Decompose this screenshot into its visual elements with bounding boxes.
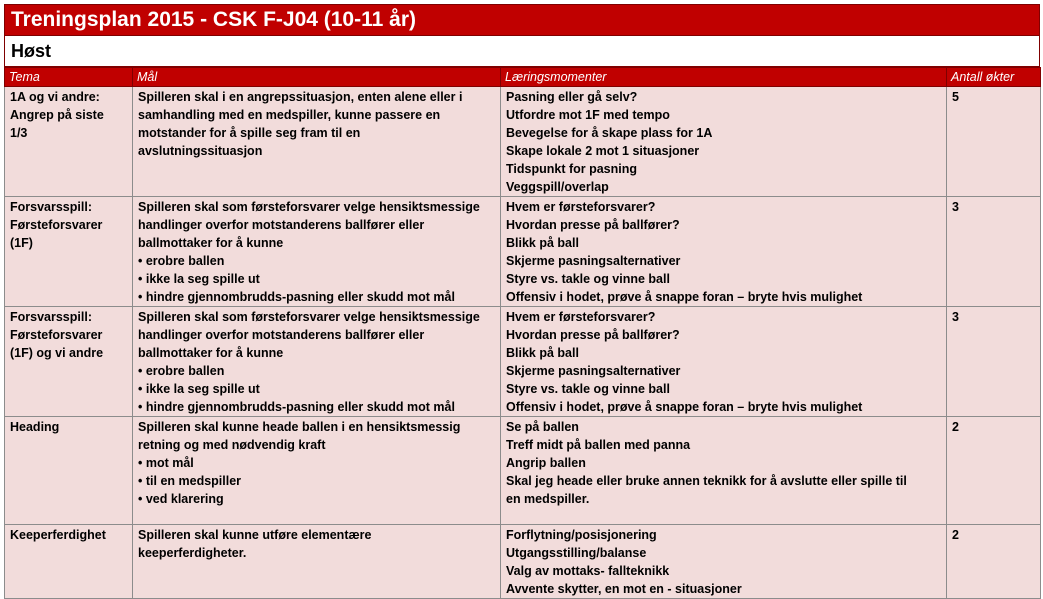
- maal-line: Spilleren skal kunne utføre elementære: [138, 528, 372, 542]
- maal-cell: [133, 525, 501, 599]
- laeringsmomenter-cell: [501, 197, 947, 307]
- maal-line: keeperferdigheter.: [138, 546, 247, 560]
- table-row: [5, 525, 1041, 599]
- tema-line: Forsvarsspill:: [10, 200, 92, 214]
- moment-line: Avvente skytter, en mot en - situasjoner: [506, 582, 742, 596]
- tema-line: Førsteforsvarer: [10, 328, 103, 342]
- season-heading: Høst: [4, 36, 1040, 67]
- sessions-count: 5: [952, 90, 959, 104]
- column-header-maal: Mål: [133, 68, 501, 87]
- tema-cell: [5, 307, 133, 417]
- moment-line: Styre vs. takle og vinne ball: [506, 382, 670, 396]
- tema-line: Forsvarsspill:: [10, 310, 92, 324]
- maal-bullet: [138, 252, 496, 270]
- maal-line: handlinger overfor motstanderens ballfører eller: [138, 218, 425, 232]
- maal-line: avslutningssituasjon: [138, 144, 263, 158]
- tema-line: Angrep på siste: [10, 108, 104, 122]
- sessions-cell: [947, 307, 1041, 417]
- moment-line: en medspiller.: [506, 492, 590, 506]
- moment-line: Bevegelse for å skape plass for 1A: [506, 126, 713, 140]
- maal-bullet: [138, 270, 496, 288]
- maal-bullet-list: [138, 362, 496, 416]
- tema-cell: [5, 417, 133, 525]
- moment-line: Utgangsstilling/balanse: [506, 546, 647, 560]
- maal-cell: [133, 417, 501, 525]
- training-plan-table: [4, 67, 1041, 599]
- sessions-count: 2: [952, 420, 959, 434]
- maal-bullet: [138, 472, 496, 490]
- laeringsmomenter-cell: [501, 87, 947, 197]
- maal-line: Spilleren skal som førsteforsvarer velge hensiktsmessige: [138, 200, 480, 214]
- maal-line: retning og med nødvendig kraft: [138, 438, 326, 452]
- maal-bullet: [138, 398, 496, 416]
- maal-bullet-list: [138, 454, 496, 508]
- tema-line: 1/3: [10, 126, 28, 140]
- maal-line: handlinger overfor motstanderens ballfører eller: [138, 328, 425, 342]
- moment-line: Blikk på ball: [506, 236, 579, 250]
- maal-bullet-text: mot mål: [145, 456, 194, 470]
- table-header-row: [5, 68, 1041, 87]
- maal-bullet: [138, 380, 496, 398]
- moment-line: Blikk på ball: [506, 346, 579, 360]
- maal-bullet-text: erobre ballen: [145, 364, 225, 378]
- tema-line: Keeperferdighet: [10, 528, 106, 542]
- maal-bullet: [138, 362, 496, 380]
- column-header-tema: Tema: [5, 68, 133, 87]
- moment-line: Se på ballen: [506, 420, 579, 434]
- maal-bullet-text: hindre gjennombrudds-pasning eller skudd mot mål: [145, 400, 455, 414]
- moment-line: Hvem er førsteforsvarer?: [506, 310, 656, 324]
- tema-line: 1A og vi andre:: [10, 90, 100, 104]
- moment-line: Skjerme pasningsalternativer: [506, 254, 681, 268]
- laeringsmomenter-cell: [501, 307, 947, 417]
- moment-line: Valg av mottaks- fallteknikk: [506, 564, 670, 578]
- moment-line: Hvem er førsteforsvarer?: [506, 200, 656, 214]
- sessions-cell: [947, 197, 1041, 307]
- moment-line: Tidspunkt for pasning: [506, 162, 638, 176]
- maal-bullet-text: hindre gjennombrudds-pasning eller skudd mot mål: [145, 290, 455, 304]
- training-plan-sheet: [4, 4, 1040, 596]
- maal-line: motstander for å spille seg fram til en: [138, 126, 361, 140]
- moment-line: Hvordan presse på ballfører?: [506, 328, 680, 342]
- moment-line: Treff midt på ballen med panna: [506, 438, 691, 452]
- laeringsmomenter-cell: [501, 417, 947, 525]
- tema-line: (1F) og vi andre: [10, 346, 104, 360]
- moment-line: Angrip ballen: [506, 456, 586, 470]
- moment-line: Hvordan presse på ballfører?: [506, 218, 680, 232]
- sessions-count: 3: [952, 310, 959, 324]
- maal-line: Spilleren skal kunne heade ballen i en hensiktsmessig: [138, 420, 461, 434]
- tema-line: (1F): [10, 236, 33, 250]
- maal-bullet-text: til en medspiller: [145, 474, 242, 488]
- moment-line: Styre vs. takle og vinne ball: [506, 272, 670, 286]
- maal-cell: [133, 307, 501, 417]
- moment-line: Skape lokale 2 mot 1 situasjoner: [506, 144, 700, 158]
- maal-cell: [133, 197, 501, 307]
- maal-cell: [133, 87, 501, 197]
- table-body: [5, 87, 1041, 599]
- laeringsmomenter-cell: [501, 525, 947, 599]
- maal-line: Spilleren skal i en angrepssituasjon, enten alene eller i: [138, 90, 463, 104]
- moment-line: Offensiv i hodet, prøve å snappe foran – bryte hvis mulighet: [506, 290, 863, 304]
- tema-cell: [5, 87, 133, 197]
- tema-line: Heading: [10, 420, 60, 434]
- sessions-cell: [947, 525, 1041, 599]
- table-row: [5, 307, 1041, 417]
- moment-line: Skal jeg heade eller bruke annen teknikk for å avslutte eller spille til: [506, 474, 907, 488]
- table-row: [5, 197, 1041, 307]
- sessions-cell: [947, 87, 1041, 197]
- moment-line: Utfordre mot 1F med tempo: [506, 108, 670, 122]
- maal-bullet: [138, 454, 496, 472]
- column-header-antall-okter: Antall økter: [947, 68, 1041, 87]
- tema-line: Førsteforsvarer: [10, 218, 103, 232]
- column-header-laeringsmomenter: Læringsmomenter: [501, 68, 947, 87]
- moment-line: Veggspill/overlap: [506, 180, 609, 194]
- sessions-count: 3: [952, 200, 959, 214]
- document-title: Treningsplan 2015 - CSK F-J04 (10-11 år): [4, 4, 1040, 36]
- maal-bullet-text: ikke la seg spille ut: [145, 382, 260, 396]
- maal-bullet: [138, 288, 496, 306]
- moment-line: Pasning eller gå selv?: [506, 90, 638, 104]
- maal-bullet: [138, 490, 496, 508]
- maal-line: Spilleren skal som førsteforsvarer velge hensiktsmessige: [138, 310, 480, 324]
- maal-line: samhandling med en medspiller, kunne passere en: [138, 108, 441, 122]
- sessions-cell: [947, 417, 1041, 525]
- moment-line: Skjerme pasningsalternativer: [506, 364, 681, 378]
- maal-bullet-text: ikke la seg spille ut: [145, 272, 260, 286]
- maal-bullet-list: [138, 252, 496, 306]
- tema-cell: [5, 197, 133, 307]
- sessions-count: 2: [952, 528, 959, 542]
- moment-line: Offensiv i hodet, prøve å snappe foran – bryte hvis mulighet: [506, 400, 863, 414]
- table-row: [5, 87, 1041, 197]
- table-row: [5, 417, 1041, 525]
- moment-line: Forflytning/posisjonering: [506, 528, 657, 542]
- maal-bullet-text: ved klarering: [145, 492, 224, 506]
- tema-cell: [5, 525, 133, 599]
- maal-line: ballmottaker for å kunne: [138, 236, 284, 250]
- maal-bullet-text: erobre ballen: [145, 254, 225, 268]
- maal-line: ballmottaker for å kunne: [138, 346, 284, 360]
